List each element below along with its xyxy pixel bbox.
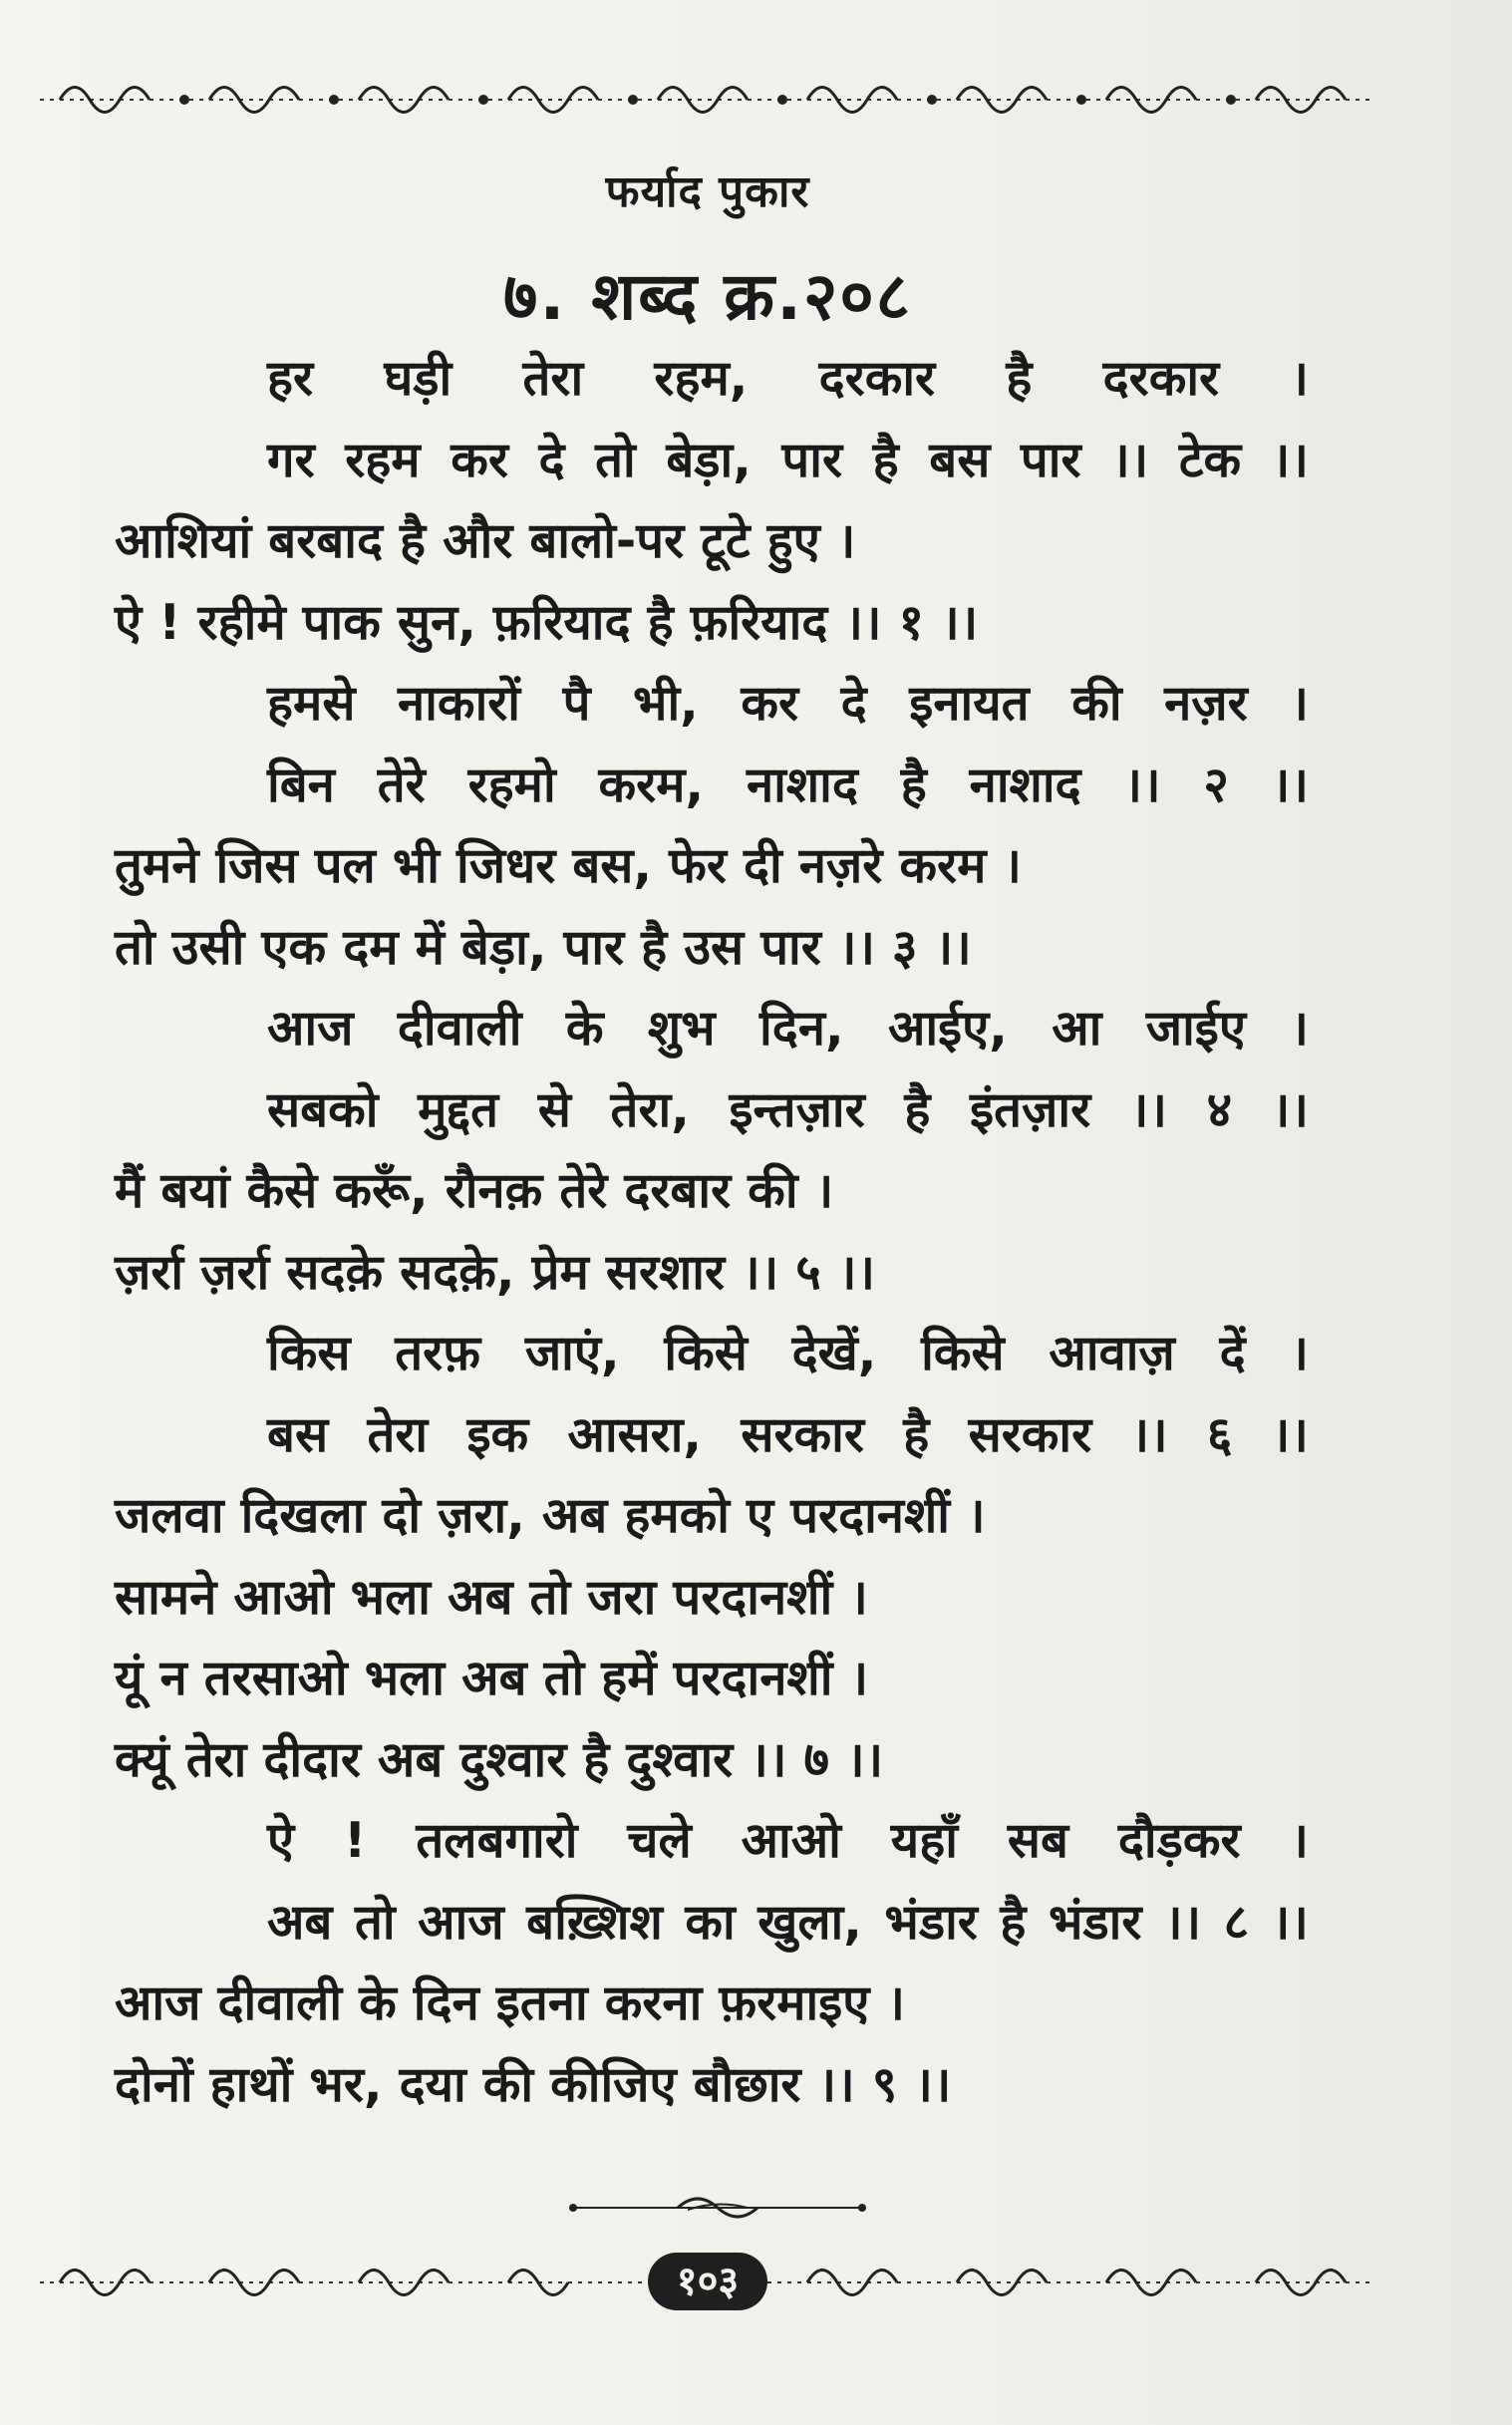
page-number: १०३ bbox=[648, 2253, 767, 2310]
verse-line: आज दीवाली के शुभ दिन, आईए, आ जाईए । bbox=[267, 1000, 1309, 1057]
verse-line: क्यूं तेरा दीदार अब दुश्वार है दुश्वार ।। ७ ।। bbox=[115, 1730, 884, 1788]
verse-line: मैं बयां कैसे करूँ, रौनक़ तेरे दरबार की । bbox=[115, 1162, 834, 1219]
verse-line: सबको मुद्दत से तेरा, इन्तज़ार है इंतज़ार ।। ४ ।। bbox=[267, 1080, 1309, 1138]
verse-line: अब तो आज बख़्शिश का खुला, भंडार है भंडार ।। ८ ।। bbox=[267, 1893, 1309, 1951]
verse-line: ज़र्रा ज़र्रा सदक़े सदक़े, प्रेम सरशार ।। ५ ।। bbox=[115, 1243, 875, 1301]
verse-line: यूं न तरसाओ भला अब तो हमें परदानशीं । bbox=[115, 1650, 869, 1706]
verse-line: बिन तेरे रहमो करम, नाशाद है नाशाद ।। २ ।। bbox=[267, 756, 1309, 813]
verse-line: गर रहम कर दे तो बेड़ा, पार है बस पार ।। टेक ।। bbox=[267, 431, 1309, 488]
page-subtitle: फर्याद पुकार bbox=[605, 166, 810, 217]
verse-line: हमसे नाकारों पै भी, कर दे इनायत की नज़र । bbox=[267, 675, 1309, 732]
verse-line: आशियां बरबाद है और बालो-पर टूटे हुए । bbox=[115, 512, 856, 569]
verse-line: तो उसी एक दम में बेड़ा, पार है उस पार ।। ३ ।। bbox=[115, 918, 972, 976]
section-divider bbox=[568, 2188, 867, 2228]
verse-line: जलवा दिखला दो ज़रा, अब हमको ए परदानशीं । bbox=[115, 1487, 986, 1544]
ornament-icon bbox=[40, 70, 1375, 130]
verse-line: हर घड़ी तेरा रहम, दरकार है दरकार । bbox=[267, 350, 1309, 407]
verse-line: ऐ ! तलबगारो चले आओ यहाँ सब दौड़कर । bbox=[267, 1812, 1309, 1869]
verse-line: तुमने जिस पल भी जिधर बस, फेर दी नज़रे करम । bbox=[115, 837, 1022, 894]
verse-line: ऐ ! रहीमे पाक सुन, फ़रियाद है फ़रियाद ।। १ ।। bbox=[115, 593, 979, 651]
flourish-icon bbox=[568, 2188, 867, 2228]
hymn-title: ७. शब्द क्र.२०८ bbox=[503, 258, 912, 335]
verse-line: सामने आओ भला अब तो जरा परदानशीं । bbox=[115, 1568, 868, 1626]
verse-line: बस तेरा इक आसरा, सरकार है सरकार ।। ६ ।। bbox=[267, 1405, 1309, 1463]
verse-line: आज दीवाली के दिन इतना करना फ़रमाइए । bbox=[115, 1974, 905, 2031]
verse-line: दोनों हाथों भर, दया की कीजिए बौछार ।। ९ ।। bbox=[115, 2055, 952, 2113]
top-ornamental-border bbox=[40, 70, 1375, 130]
verse-line: किस तरफ़ जाएं, किसे देखें, किसे आवाज़ दें । bbox=[267, 1325, 1309, 1381]
